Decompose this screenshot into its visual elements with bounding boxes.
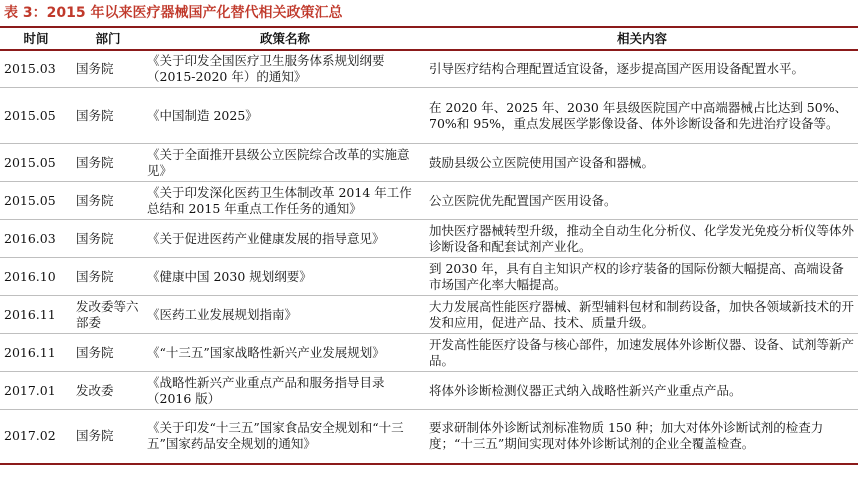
row-content: 将体外诊断检测仪器正式纳入战略性新兴产业重点产品。 [426,372,858,410]
row-content: 在 2020 年、2025 年、2030 年县级医院国产中高端器械占比达到 50%、70%和 95%，重点发展医学影像设备、体外诊断设备和先进治疗设备等。 [426,88,858,144]
table-row [0,334,858,372]
table-row [0,50,858,88]
row-content: 加快医疗器械转型升级，推动全自动生化分析仪、化学发光免疫分析仪等体外诊断设备和配套试剂产业化。 [426,220,858,258]
row-date: 2017.02 [0,410,72,464]
table-row [0,144,858,182]
table-row [0,88,858,144]
row-content: 到 2030 年，具有自主知识产权的诊疗装备的国际份额大幅提高、高端设备市场国产化率大幅提高。 [426,258,858,296]
row-policy: 《关于印发全国医疗卫生服务体系规划纲要（2015-2020 年）的通知》 [144,50,426,88]
row-dept: 国务院 [72,88,144,144]
row-date: 2016.10 [0,258,72,296]
row-content: 要求研制体外诊断试剂标准物质 150 种；加大对体外诊断试剂的检查力度；“十三五”期间实现对体外诊断试剂的企业全覆盖检查。 [426,410,858,464]
row-dept: 国务院 [72,258,144,296]
row-dept: 国务院 [72,182,144,220]
row-policy: 《关于印发“十三五”国家食品安全规划和“十三五”国家药品安全规划的通知》 [144,410,426,464]
row-dept: 国务院 [72,144,144,182]
row-date: 2015.05 [0,144,72,182]
row-date: 2015.05 [0,88,72,144]
table-row [0,372,858,410]
row-date: 2015.03 [0,50,72,88]
row-policy: 《健康中国 2030 规划纲要》 [144,258,426,296]
table-row [0,410,858,464]
header-row [0,28,858,50]
row-dept: 国务院 [72,410,144,464]
row-date: 2017.01 [0,372,72,410]
row-dept: 国务院 [72,334,144,372]
policy-table [0,28,858,465]
row-policy: 《关于全面推开县级公立医院综合改革的实施意见》 [144,144,426,182]
row-policy: 《医药工业发展规划指南》 [144,296,426,334]
row-policy: 《中国制造 2025》 [144,88,426,144]
row-policy: 《关于印发深化医药卫生体制改革 2014 年工作总结和 2015 年重点工作任务的通知》 [144,182,426,220]
row-policy: 《“十三五”国家战略性新兴产业发展规划》 [144,334,426,372]
table-row [0,296,858,334]
row-date: 2016.11 [0,334,72,372]
row-dept: 国务院 [72,50,144,88]
table-row [0,182,858,220]
table-row [0,220,858,258]
row-dept: 国务院 [72,220,144,258]
row-content: 大力发展高性能医疗器械、新型辅料包材和制药设备，加快各领域新技术的开发和应用，促进产品、技术、质量升级。 [426,296,858,334]
row-dept: 发改委等六部委 [72,296,144,334]
row-content: 引导医疗结构合理配置适宜设备，逐步提高国产医用设备配置水平。 [426,50,858,88]
header-dept: 部门 [72,28,144,50]
row-content: 鼓励县级公立医院使用国产设备和器械。 [426,144,858,182]
header-policy: 政策名称 [144,28,426,50]
header-content: 相关内容 [426,28,858,50]
table-title: 表 3：2015 年以来医疗器械国产化替代相关政策汇总 [4,5,343,21]
row-dept: 发改委 [72,372,144,410]
row-content: 公立医院优先配置国产医用设备。 [426,182,858,220]
row-date: 2015.05 [0,182,72,220]
table-row [0,258,858,296]
row-policy: 《战略性新兴产业重点产品和服务指导目录（2016 版） [144,372,426,410]
row-date: 2016.03 [0,220,72,258]
row-content: 开发高性能医疗设备与核心部件，加速发展体外诊断仪器、设备、试剂等新产品。 [426,334,858,372]
row-date: 2016.11 [0,296,72,334]
row-policy: 《关于促进医药产业健康发展的指导意见》 [144,220,426,258]
header-time: 时间 [0,28,72,50]
